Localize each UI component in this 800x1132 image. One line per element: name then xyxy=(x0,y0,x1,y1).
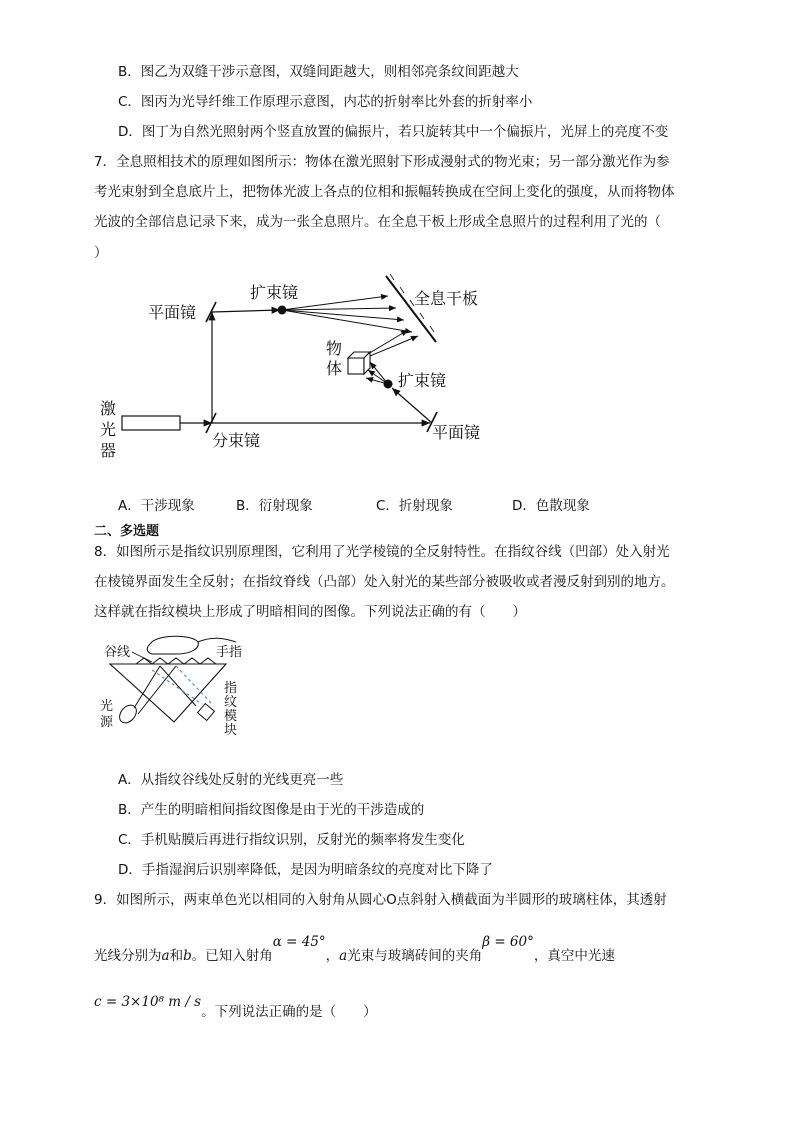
finger-shape xyxy=(147,636,198,654)
finger-label: 手指 xyxy=(216,645,243,660)
light-source-label: 光 xyxy=(100,699,114,714)
object-label: 体 xyxy=(326,359,343,378)
q7-option-a: A．干涉现象 xyxy=(118,498,195,514)
laser-label: 光 xyxy=(100,420,117,439)
q9-stem-line1: 9．如图所示，两束单色光以相同的入射角从圆心O点斜射入横截面为半圆形的玻璃柱体，其透射 xyxy=(94,892,667,908)
q7-stem-line3: 光波的全部信息记录下来，成为一张全息照片。在全息干板上形成全息照片的过程利用了光的（ xyxy=(94,214,661,230)
light-speed-expression: c = 3×10⁸ m / s xyxy=(94,994,202,1010)
module-label: 模 xyxy=(224,709,238,724)
object-label: 物 xyxy=(326,339,343,358)
fingerprint-ridges xyxy=(136,658,216,664)
expander-right-label: 扩束镜 xyxy=(398,371,447,390)
q7-stem-line1: 7．全息照相技术的原理如图所示：物体在激光照射下形成漫射式的物光束；另一部分激光作为参 xyxy=(94,154,670,170)
laser-label: 激 xyxy=(100,399,117,418)
plane-mirror-top-label: 平面镜 xyxy=(148,303,197,322)
module-label: 纹 xyxy=(224,695,238,710)
q8-option-b: B．产生的明暗相间指纹图像是由于光的干涉造成的 xyxy=(118,802,425,818)
holography-diagram xyxy=(90,270,500,480)
q8-option-a: A．从指纹谷线处反射的光线更亮一些 xyxy=(118,772,344,788)
module-label: 块 xyxy=(224,723,238,738)
valley-label: 谷线 xyxy=(104,645,131,660)
expander-top-label: 扩束镜 xyxy=(250,283,299,302)
laser-box xyxy=(122,416,180,430)
q9-stem-line2: 光线分别为a和b。已知入射角α = 45°，a光束与玻璃砖间的夹角β = 60°，真空中光速 xyxy=(94,934,615,964)
section-title: 二、多选题 xyxy=(94,524,160,539)
q7-stem-line2: 考光束射到全息底片上，把物体光波上各点的位相和振幅转换成在空间上变化的强度，从而将物体 xyxy=(94,184,675,200)
alpha-expression: α = 45° xyxy=(272,934,326,950)
holo-plate-label: 全息干板 xyxy=(414,289,479,308)
q8-stem-line3: 这样就在指纹模块上形成了明暗相间的图像。下列说法正确的有（ ） xyxy=(94,604,526,620)
q7-stem-line4: ） xyxy=(94,245,108,261)
fingerprint-module xyxy=(198,704,215,721)
splitter-label: 分束镜 xyxy=(212,431,261,450)
q6-option-d: D．图丁为自然光照射两个竖直放置的偏振片，若只旋转其中一个偏振片，光屏上的亮度不变 xyxy=(118,124,669,140)
q8-stem-line2: 在棱镜界面发生全反射；在指纹脊线（凸部）处入射光的某些部分被吸收或者漫反射到别的地方。 xyxy=(94,574,675,590)
q7-option-d: D．色散现象 xyxy=(512,498,590,514)
module-label: 指 xyxy=(224,681,238,696)
fingerprint-diagram xyxy=(96,630,256,742)
beta-expression: β = 60° xyxy=(482,934,534,950)
var-b: b xyxy=(183,948,192,964)
light-source xyxy=(116,702,140,726)
q7-option-c: C．折射现象 xyxy=(376,498,453,514)
q9-stem-line3: c = 3×10⁸ m / s。下列说法正确的是（ ） xyxy=(94,994,377,1020)
plane-mirror-right-label: 平面镜 xyxy=(432,423,481,442)
var-a: a xyxy=(161,948,170,964)
q6-option-b: B．图乙为双缝干涉示意图，双缝间距越大，则相邻亮条纹间距越大 xyxy=(118,64,519,80)
q6-option-c: C．图丙为光导纤维工作原理示意图，内芯的折射率比外套的折射率小 xyxy=(118,94,533,110)
q8-option-d: D．手指湿润后识别率降低，是因为明暗条纹的亮度对比下降了 xyxy=(118,862,493,878)
laser-label: 器 xyxy=(100,441,117,460)
var-a: a xyxy=(339,948,348,964)
q7-option-b: B．衍射现象 xyxy=(236,498,313,514)
q8-stem-line1: 8．如图所示是指纹识别原理图，它利用了光学棱镜的全反射特性。在指纹谷线（凹部）处入射光 xyxy=(94,544,670,560)
object-cube xyxy=(348,352,370,374)
light-source-label: 源 xyxy=(100,715,114,730)
q8-option-c: C．手机贴膜后再进行指纹识别，反射光的频率将发生变化 xyxy=(118,832,465,848)
